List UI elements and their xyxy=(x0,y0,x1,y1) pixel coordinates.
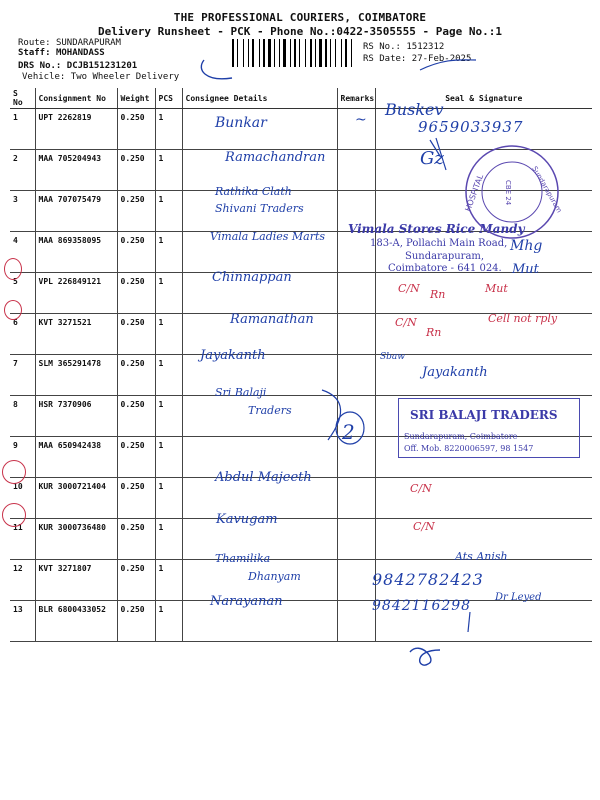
cell-consignment: MAA 650942438 xyxy=(35,437,117,478)
cell-pcs: 1 xyxy=(155,232,182,273)
red-remark-10: C/N xyxy=(410,482,432,495)
red-remark-5b: Rn xyxy=(430,288,446,301)
drs-value: DCJB151231201 xyxy=(66,61,138,71)
col-consignment: Consignment No xyxy=(35,88,117,109)
cell-consignment: KUR 3000721404 xyxy=(35,478,117,519)
cell-sno: 8 xyxy=(10,396,35,437)
hand-sign-7: Jayakanth xyxy=(422,365,488,380)
cell-weight: 0.250 xyxy=(117,273,155,314)
col-weight: Weight xyxy=(117,88,155,109)
company-title: THE PROFESSIONAL COURIERS, COIMBATORE xyxy=(173,11,427,24)
cell-sno: 11 xyxy=(10,519,35,560)
cell-weight: 0.250 xyxy=(117,396,155,437)
red-remark-5c: Mut xyxy=(485,282,508,295)
top-scribble xyxy=(201,60,232,79)
hand-consignee-11: Kavugam xyxy=(216,512,278,527)
cell-pcs: 1 xyxy=(155,519,182,560)
hand-consignee-13: Narayanan xyxy=(210,594,283,609)
hospital-seal xyxy=(463,146,563,238)
cell-sno: 9 xyxy=(10,437,35,478)
hand-consignee-2: Ramachandran xyxy=(225,150,326,165)
col-consignee: Consignee Details xyxy=(182,88,337,109)
vimala-stamp-address: 183-A, Pollachi Main Road, xyxy=(370,238,508,249)
cell-pcs: 1 xyxy=(155,478,182,519)
cell-weight: 0.250 xyxy=(117,355,155,396)
balaji-stamp-name: SRI BALAJI TRADERS xyxy=(410,408,558,422)
cell-weight: 0.250 xyxy=(117,109,155,150)
vimala-stamp-area: Sundarapuram, xyxy=(405,251,485,262)
cell-sno: 13 xyxy=(10,601,35,642)
cell-weight: 0.250 xyxy=(117,437,155,478)
cell-sno: 4 xyxy=(10,232,35,273)
cell-weight: 0.250 xyxy=(117,478,155,519)
route-label: Route: xyxy=(18,38,51,48)
balaji-stamp-address: Sundarapuram, Coimbatore xyxy=(404,432,518,441)
cell-pcs: 1 xyxy=(155,396,182,437)
cell-consignment: SLM 365291478 xyxy=(35,355,117,396)
cell-sno: 6 xyxy=(10,314,35,355)
cell-sno: 3 xyxy=(10,191,35,232)
hand-consignee-3: Rathika Clath xyxy=(215,185,292,198)
staff-label: Staff: xyxy=(18,48,51,58)
rs-no-label: RS No.: xyxy=(363,42,401,52)
date-scribble xyxy=(420,60,476,70)
hand-consignee-10: Abdul Majeeth xyxy=(215,470,312,485)
red-remark-6c: Cell not rply xyxy=(488,312,558,325)
cell-weight: 0.250 xyxy=(117,232,155,273)
tick-mark-2 xyxy=(430,138,446,170)
cell-weight: 0.250 xyxy=(117,191,155,232)
hand-consignee-12b: Dhanyam xyxy=(248,570,301,583)
col-seal-signature: Seal & Signature xyxy=(375,88,592,109)
cell-weight: 0.250 xyxy=(117,560,155,601)
cell-sno: 12 xyxy=(10,560,35,601)
hand-consignee-1: Bunkar xyxy=(215,115,267,131)
cell-pcs: 1 xyxy=(155,109,182,150)
red-remark-6b: Rn xyxy=(426,326,442,339)
hand-remark-1: ~ xyxy=(355,112,367,128)
red-remark-6: C/N xyxy=(395,316,417,329)
cell-consignment: MAA 869358095 xyxy=(35,232,117,273)
cell-sno: 1 xyxy=(10,109,35,150)
hospital-seal-inner: Sundarapuram xyxy=(530,165,564,215)
cell-consignment: MAA 707075479 xyxy=(35,191,117,232)
hand-consignee-6: Ramanathan xyxy=(230,312,314,327)
cell-sno: 2 xyxy=(10,150,35,191)
cell-consignment: UPT 2262819 xyxy=(35,109,117,150)
rs-date-label: RS Date: xyxy=(363,54,407,64)
cell-consignment: HSR 7370906 xyxy=(35,396,117,437)
hand-consignee-8b: Traders xyxy=(248,404,292,417)
hospital-seal-code: CBE 24 xyxy=(504,180,512,206)
hand-sign-2: Gz xyxy=(420,148,444,169)
hand-phone-13: 9842116298 xyxy=(372,598,472,614)
red-remark-5: C/N xyxy=(398,282,420,295)
rs-date-value: 27-Feb-2025 xyxy=(411,54,472,64)
cell-sno: 7 xyxy=(10,355,35,396)
cell-pcs: 1 xyxy=(155,191,182,232)
bottom-signature xyxy=(410,648,440,665)
hand-remark-8: 2 xyxy=(342,420,355,444)
hand-sign-12: Ats Anish xyxy=(455,550,508,563)
cell-pcs: 1 xyxy=(155,601,182,642)
vehicle-value: Two Wheeler Delivery xyxy=(70,72,180,82)
cell-pcs: 1 xyxy=(155,314,182,355)
col-pcs: PCS xyxy=(155,88,182,109)
route-value: SUNDARAPURAM xyxy=(55,38,121,48)
hand-consignee-3b: Shivani Traders xyxy=(215,202,304,215)
cell-weight: 0.250 xyxy=(117,601,155,642)
hand-phone-12: 9842782423 xyxy=(372,570,484,589)
rs-no-value: 1512312 xyxy=(406,42,445,52)
cell-weight: 0.250 xyxy=(117,314,155,355)
hospital-seal-text: HOSPITAL xyxy=(463,173,486,213)
col-remarks: Remarks xyxy=(337,88,375,109)
cell-sno: 5 xyxy=(10,273,35,314)
hand-consignee-7: Jayakanth xyxy=(200,348,266,363)
cell-pcs: 1 xyxy=(155,560,182,601)
cell-consignment: KUR 3000736480 xyxy=(35,519,117,560)
hand-phone-1: 9659033937 xyxy=(418,118,524,136)
vehicle-label: Vehicle: xyxy=(22,72,66,82)
drs-label: DRS No.: xyxy=(18,61,62,71)
cell-pcs: 1 xyxy=(155,355,182,396)
hand-sign-13: Dr Leyed xyxy=(495,592,542,603)
vimala-stamp-city: Coimbatore - 641 024. xyxy=(388,263,502,274)
hand-sign-5: Mut xyxy=(512,262,539,277)
hand-consignee-5: Chinnappan xyxy=(212,270,292,285)
end-mark xyxy=(468,612,470,632)
bracket-mark-8 xyxy=(322,390,341,440)
cell-consignment: VPL 226849121 xyxy=(35,273,117,314)
cell-consignment: KVT 3271807 xyxy=(35,560,117,601)
vimala-stamp-name: Vimala Stores Rice Mandy xyxy=(348,222,525,236)
hand-consignee-8: Sri Balaji xyxy=(215,386,267,399)
hand-sign-4: Mhg xyxy=(510,238,543,254)
cell-pcs: 1 xyxy=(155,437,182,478)
hand-remark-7: Sbaw xyxy=(380,352,405,362)
runsheet-subtitle: Delivery Runsheet - PCK - Phone No.:0422-3505555 - Page No.:1 xyxy=(98,25,502,38)
staff-value: MOHANDASS xyxy=(55,48,105,58)
cell-weight: 0.250 xyxy=(117,150,155,191)
red-remark-11: C/N xyxy=(413,520,435,533)
cell-pcs: 1 xyxy=(155,273,182,314)
hand-sign-1: Buskev xyxy=(385,100,444,119)
cell-sno: 10 xyxy=(10,478,35,519)
hand-consignee-4: Vimala Ladies Marts xyxy=(210,230,326,243)
cell-weight: 0.250 xyxy=(117,519,155,560)
hand-consignee-12: Thamilika xyxy=(215,552,271,565)
cell-consignment: KVT 3271521 xyxy=(35,314,117,355)
balaji-stamp-phone: Off. Mob. 8220006597, 98 1547 xyxy=(404,444,534,453)
cell-pcs: 1 xyxy=(155,150,182,191)
cell-consignment: BLR 6800433052 xyxy=(35,601,117,642)
cell-consignment: MAA 705204943 xyxy=(35,150,117,191)
col-sno: S No xyxy=(10,88,35,109)
